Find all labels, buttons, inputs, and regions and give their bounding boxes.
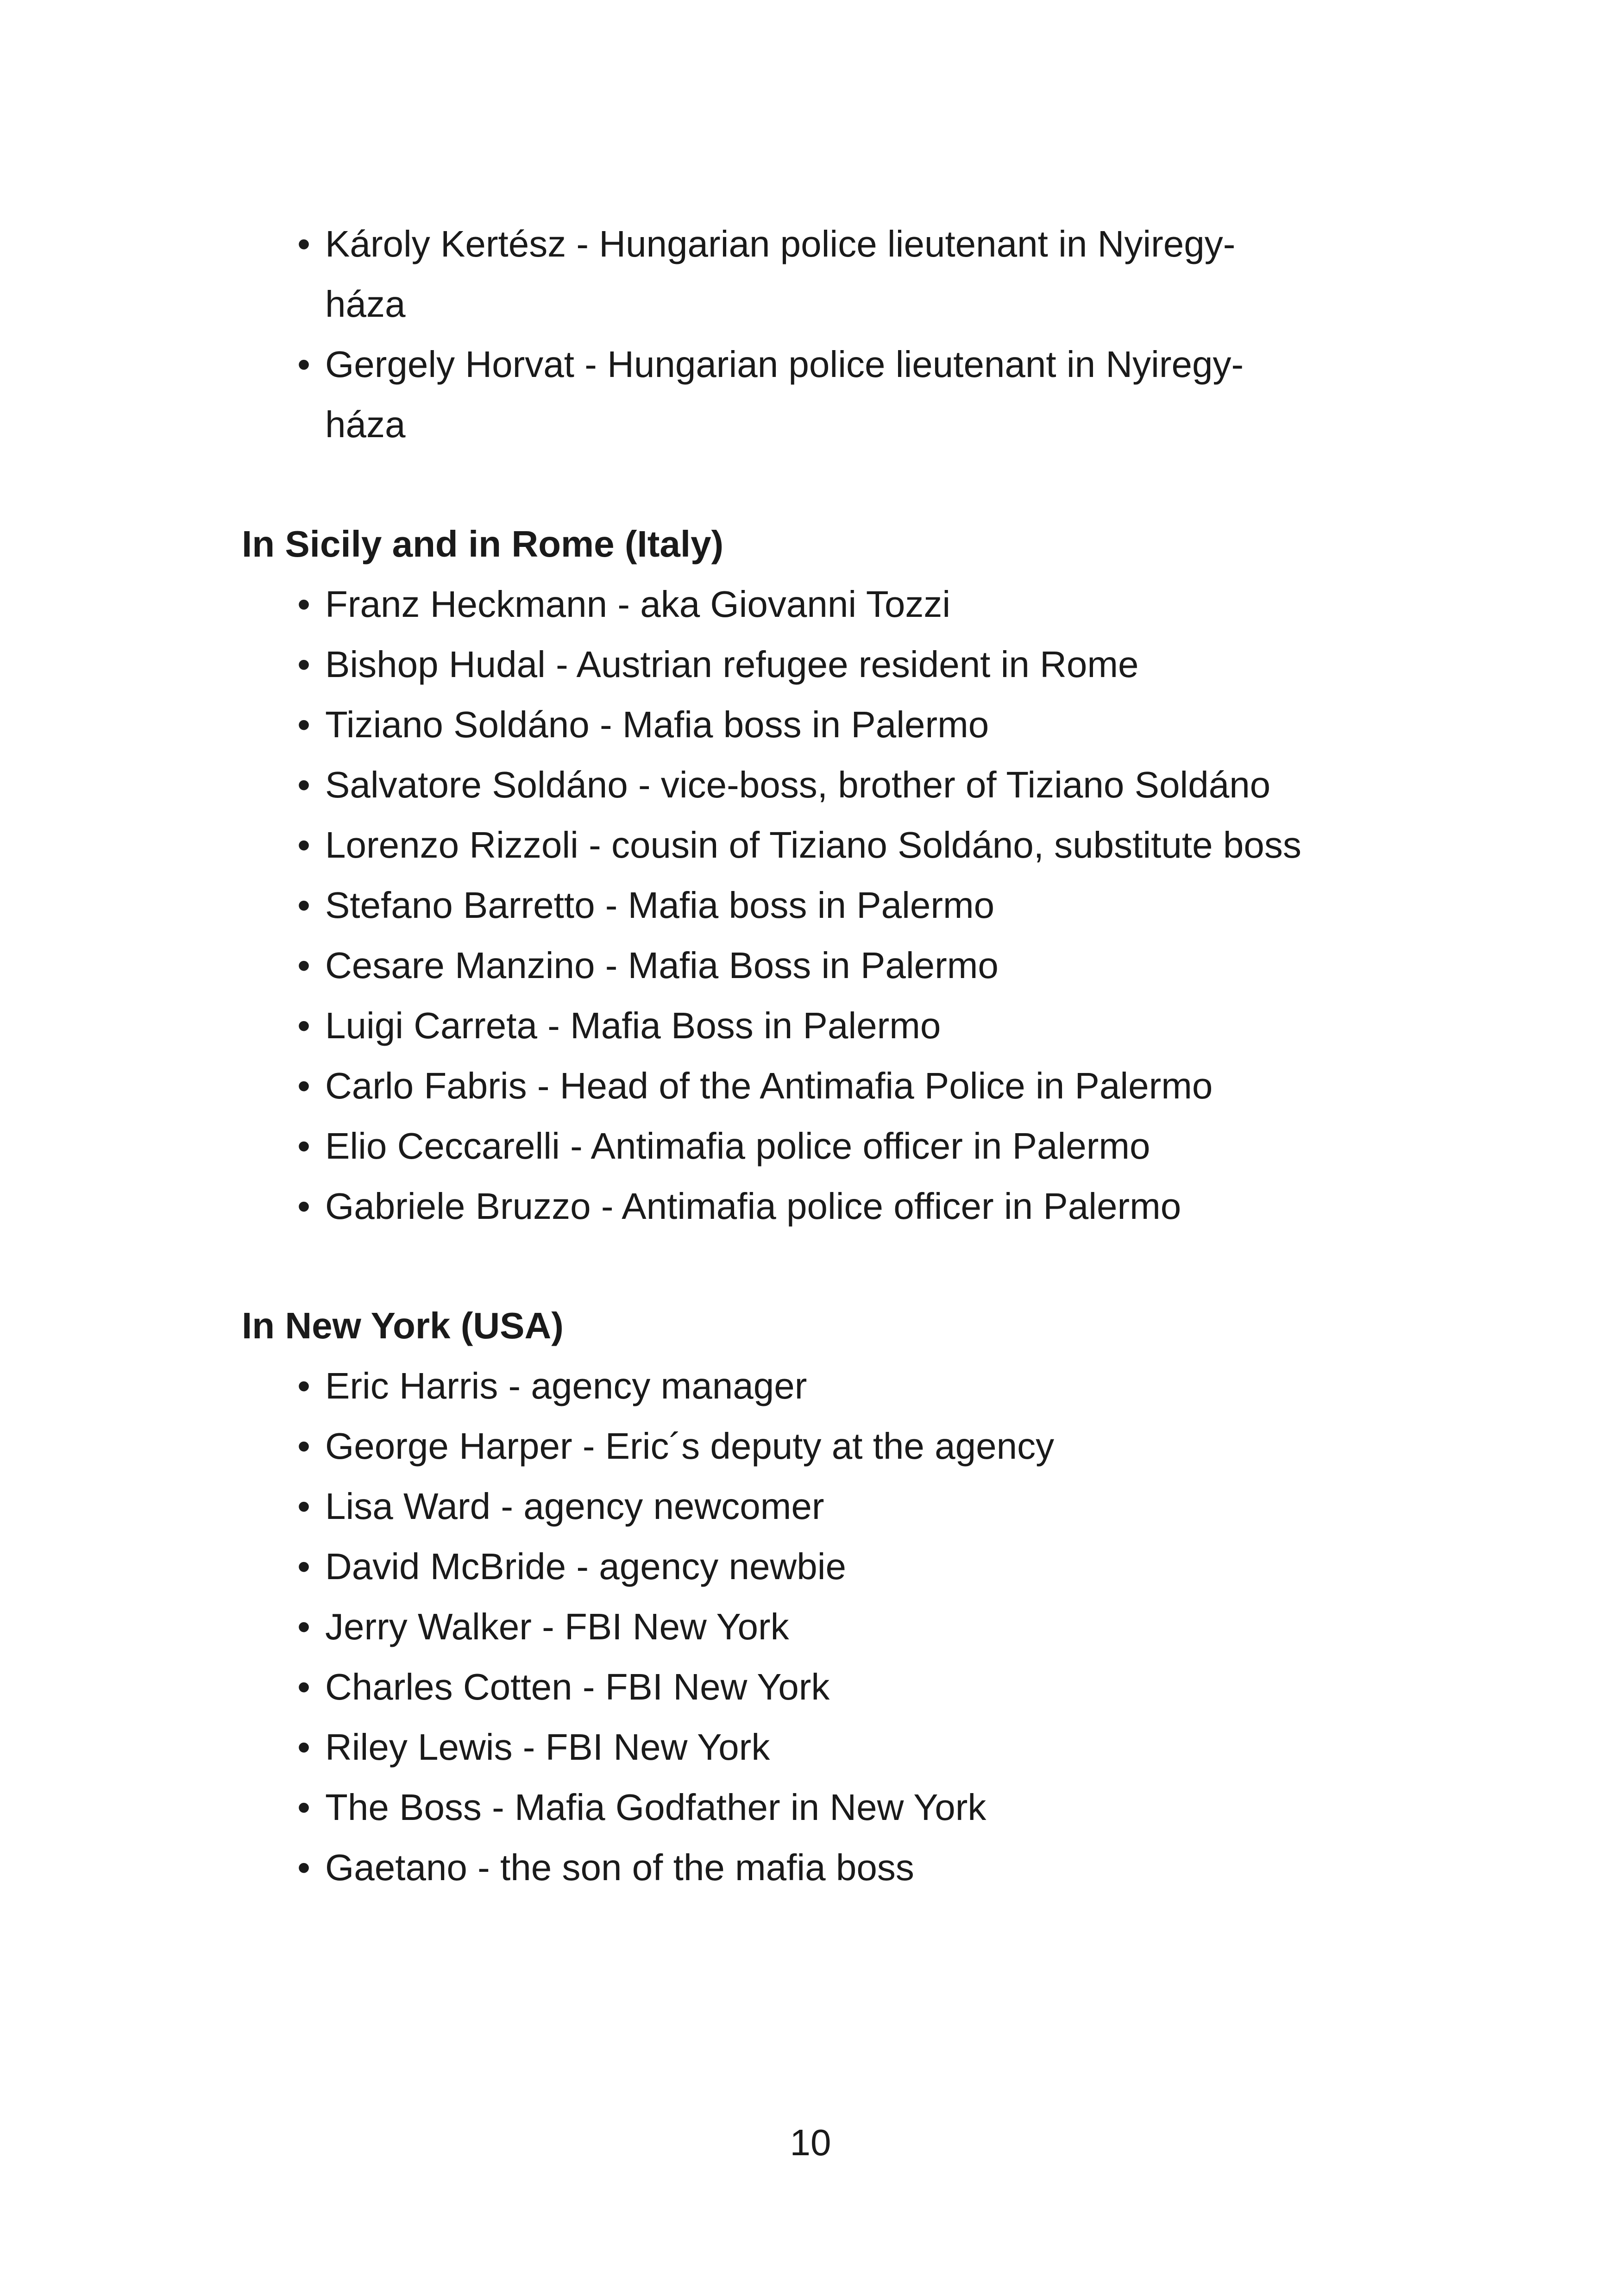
list-item: • Salvatore Soldáno - vice-boss, brother of Tiziano Soldáno xyxy=(297,755,1409,815)
list-item: • Carlo Fabris - Head of the Antimafia Police in Palermo xyxy=(297,1056,1409,1116)
list-item: • Gabriele Bruzzo - Antimafia police officer in Palermo xyxy=(297,1176,1409,1236)
list-item: • Lisa Ward - agency newcomer xyxy=(297,1476,1409,1537)
page-number: 10 xyxy=(790,2122,831,2163)
list-item: • Lorenzo Rizzoli - cousin of Tiziano Soldáno, substitute boss xyxy=(297,815,1409,875)
list-item: • Elio Ceccarelli - Antimafia police officer in Palermo xyxy=(297,1116,1409,1176)
list-item: • Stefano Barretto - Mafia boss in Palermo xyxy=(297,875,1409,935)
new-york-character-list xyxy=(242,1356,1409,1898)
list-item: • Riley Lewis - FBI New York xyxy=(297,1717,1409,1777)
list-item: • Tiziano Soldáno - Mafia boss in Palermo xyxy=(297,695,1409,755)
list-item: • Gaetano - the son of the mafia boss xyxy=(297,1838,1409,1898)
section-heading-sicily: In Sicily and in Rome (Italy) xyxy=(242,523,724,565)
hungary-section xyxy=(242,214,1409,455)
list-item: • Charles Cotten - FBI New York xyxy=(297,1657,1409,1717)
sicily-character-list xyxy=(242,574,1409,1236)
list-item: • Cesare Manzino - Mafia Boss in Palermo xyxy=(297,935,1409,996)
list-item: • Franz Heckmann - aka Giovanni Tozzi xyxy=(297,574,1409,634)
section-heading-new-york: In New York (USA) xyxy=(242,1305,564,1346)
sicily-section xyxy=(242,514,1409,1236)
list-item: • The Boss - Mafia Godfather in New York xyxy=(297,1777,1409,1838)
hungary-character-list xyxy=(242,214,1409,455)
page-content xyxy=(242,214,1409,1898)
list-item: • David McBride - agency newbie xyxy=(297,1537,1409,1597)
list-item: • Luigi Carreta - Mafia Boss in Palermo xyxy=(297,996,1409,1056)
list-item: • Eric Harris - agency manager xyxy=(297,1356,1409,1416)
list-item: • Gergely Horvat - Hungarian police lieutenant in Nyiregy- háza xyxy=(297,334,1409,455)
new-york-section xyxy=(242,1296,1409,1898)
list-item: • Jerry Walker - FBI New York xyxy=(297,1597,1409,1657)
list-item: • George Harper - Eric´s deputy at the agency xyxy=(297,1416,1409,1476)
list-item: • Károly Kertész - Hungarian police lieutenant in Nyiregy- háza xyxy=(297,214,1409,334)
list-item: • Bishop Hudal - Austrian refugee resident in Rome xyxy=(297,634,1409,695)
